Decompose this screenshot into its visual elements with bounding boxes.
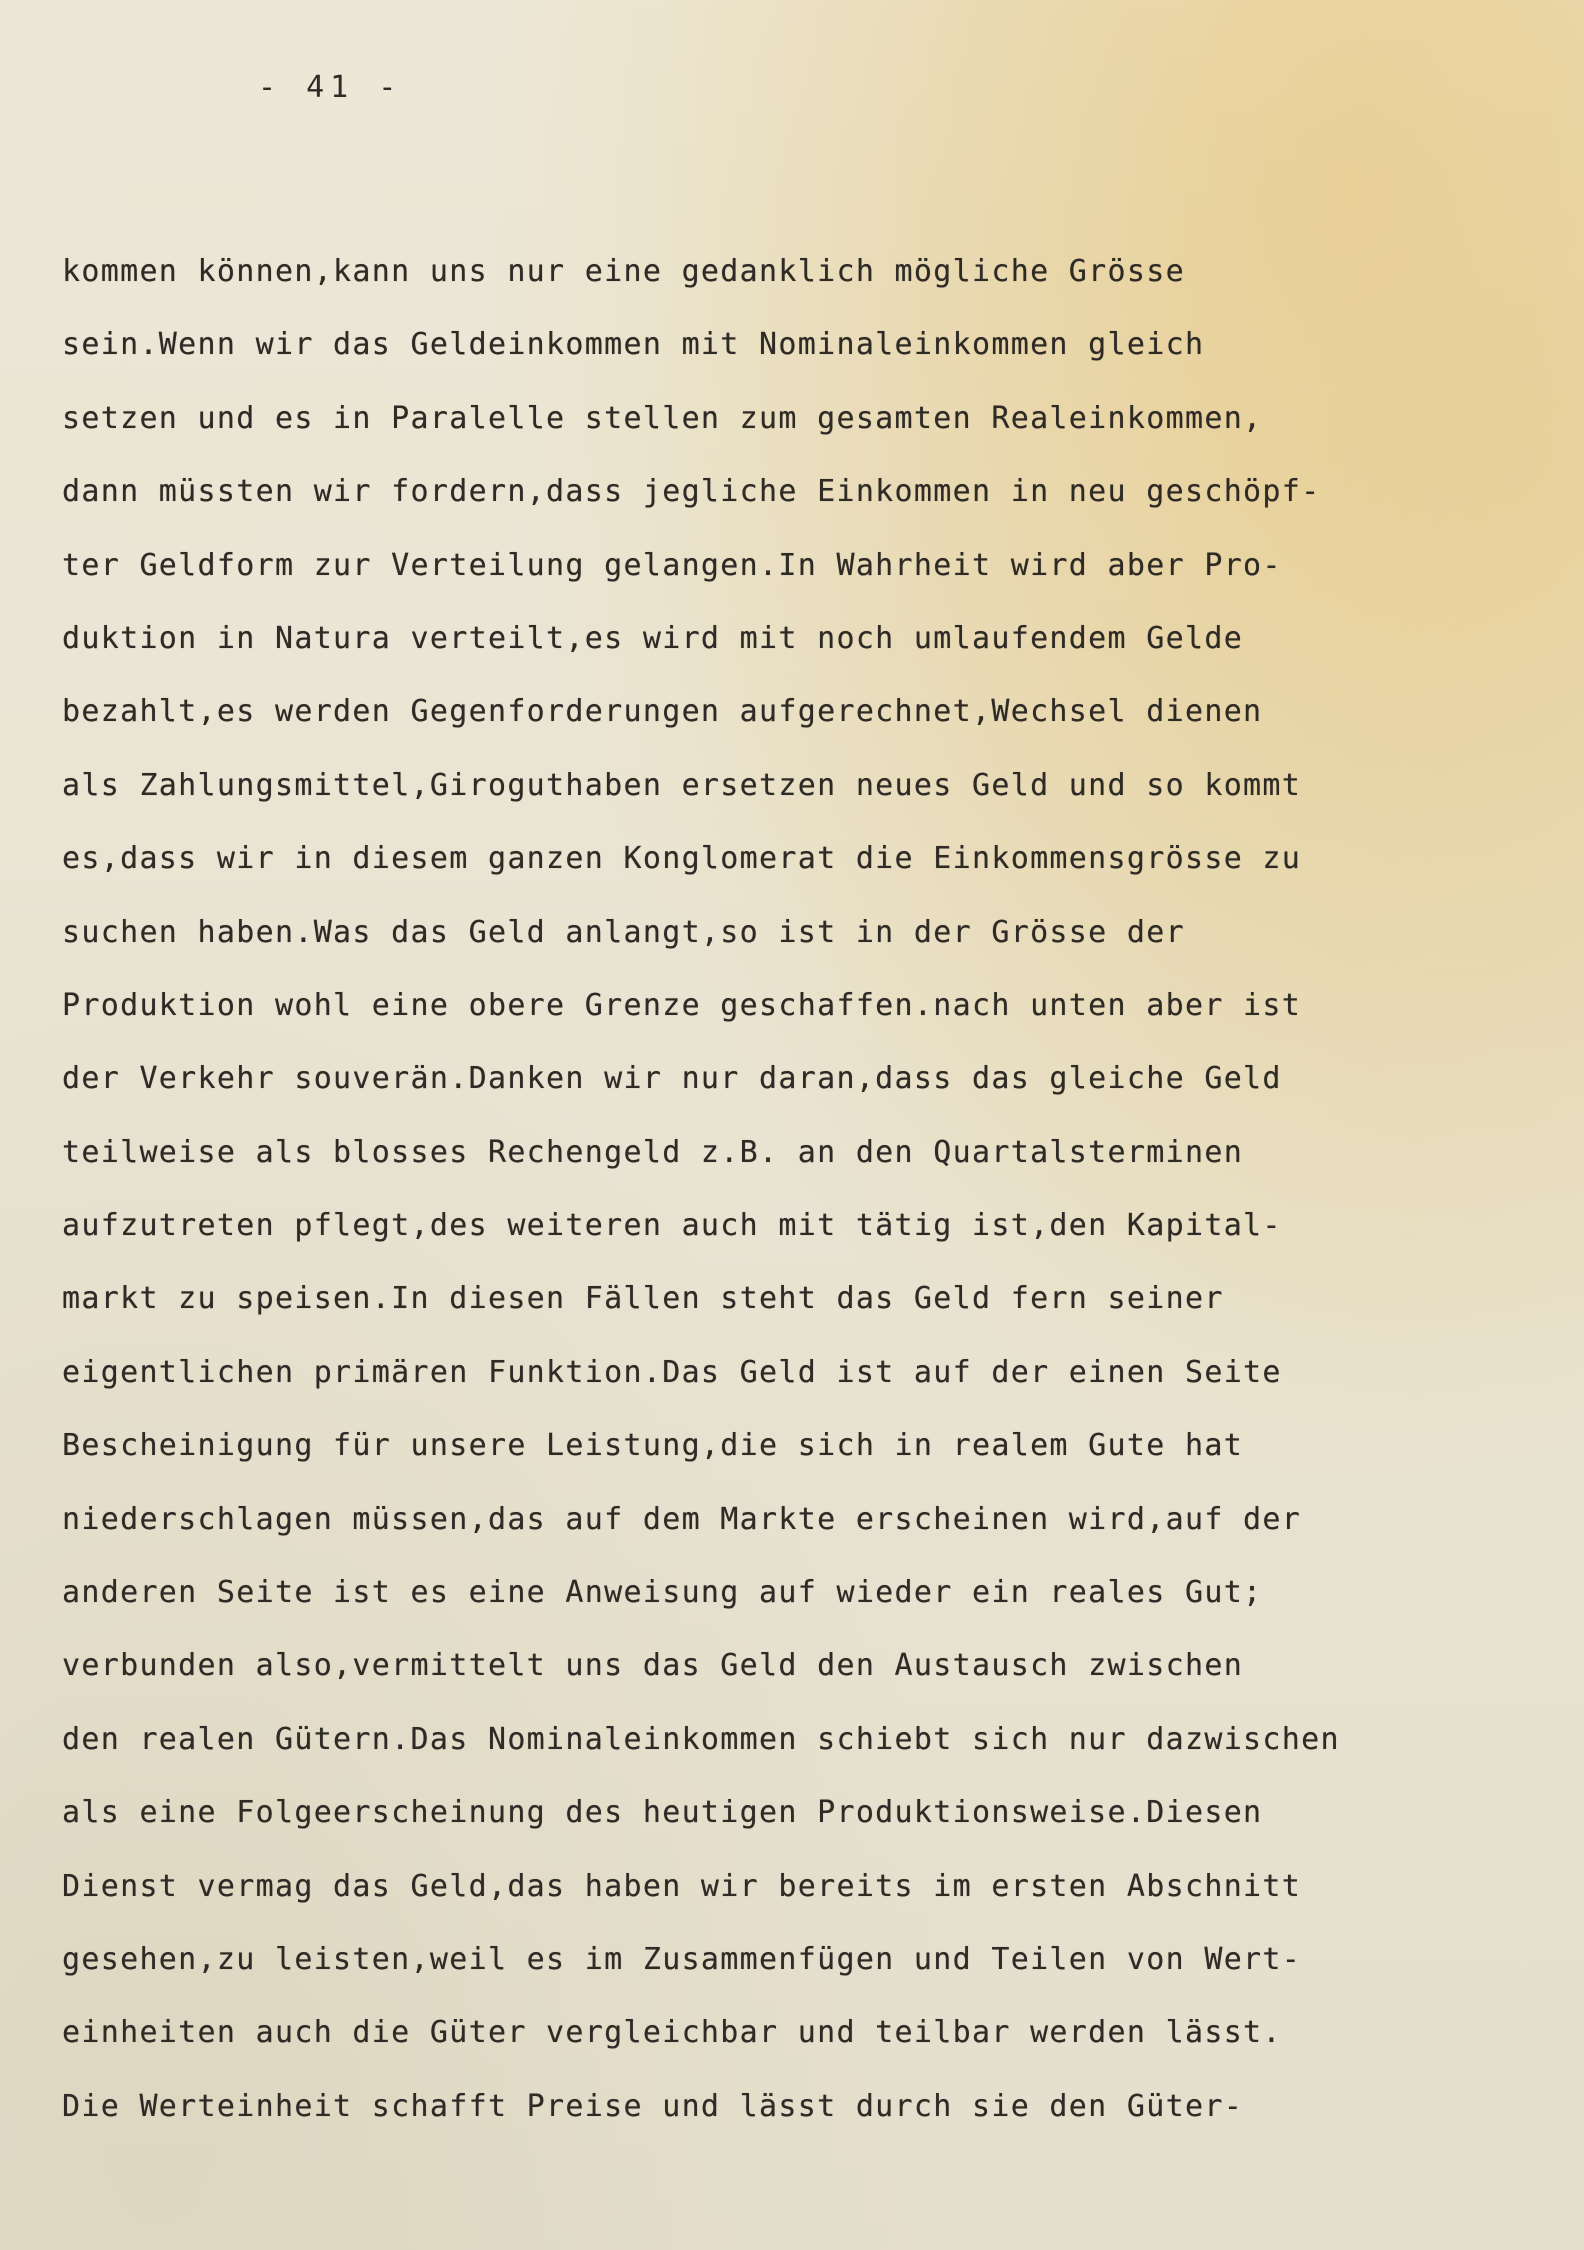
text-line: als eine Folgeerscheinung des heutigen Produktionsweise.Diesen [62,1795,1263,1831]
text-line: den realen Gütern.Das Nominaleinkommen schiebt sich nur dazwischen [62,1721,1340,1757]
typewritten-text-body [62,252,1562,2160]
text-line: aufzutreten pflegt,des weiteren auch mit tätig ist,den Kapital- [62,1208,1282,1244]
text-line: Die Werteinheit schafft Preise und lässt durch sie den Güter- [62,2088,1244,2124]
text-line: Dienst vermag das Geld,das haben wir bereits im ersten Abschnitt [62,1868,1302,1904]
text-line: dann müssten wir fordern,dass jegliche Einkommen in neu geschöpf- [62,474,1321,510]
text-line: Produktion wohl eine obere Grenze geschaffen.nach unten aber ist [62,987,1302,1023]
text-line: teilweise als blosses Rechengeld z.B. an den Quartalsterminen [62,1134,1244,1170]
text-line: gesehen,zu leisten,weil es im Zusammenfügen und Teilen von Wert- [62,1941,1302,1977]
text-line: niederschlagen müssen,das auf dem Markte erscheinen wird,auf der [62,1501,1302,1537]
text-line: sein.Wenn wir das Geldeinkommen mit Nominaleinkommen gleich [62,327,1205,363]
text-line: der Verkehr souverän.Danken wir nur daran,dass das gleiche Geld [62,1061,1282,1097]
text-line: Bescheinigung für unsere Leistung,die sich in realem Gute hat [62,1428,1244,1464]
text-line: suchen haben.Was das Geld anlangt,so ist in der Grösse der [62,914,1185,950]
text-line: eigentlichen primären Funktion.Das Geld ist auf der einen Seite [62,1354,1282,1390]
text-line: anderen Seite ist es eine Anweisung auf wieder ein reales Gut; [62,1575,1263,1611]
text-line: einheiten auch die Güter vergleichbar und teilbar werden lässt. [62,2015,1282,2051]
text-line: bezahlt,es werden Gegenforderungen aufgerechnet,Wechsel dienen [62,694,1263,730]
text-line: kommen können,kann uns nur eine gedanklich mögliche Grösse [62,254,1185,289]
text-line: verbunden also,vermittelt uns das Geld den Austausch zwischen [62,1648,1244,1684]
text-line: ter Geldform zur Verteilung gelangen.In Wahrheit wird aber Pro- [62,547,1282,583]
text-line: setzen und es in Paralelle stellen zum gesamten Realeinkommen, [62,400,1263,436]
text-line: duktion in Natura verteilt,es wird mit noch umlaufendem Gelde [62,620,1244,656]
page-number: - 41 - [258,70,403,105]
text-line: es,dass wir in diesem ganzen Konglomerat die Einkommensgrösse zu [62,841,1302,877]
text-line: markt zu speisen.In diesen Fällen steht das Geld fern seiner [62,1281,1224,1317]
text-line: als Zahlungsmittel,Giroguthaben ersetzen neues Geld und so kommt [62,767,1302,803]
